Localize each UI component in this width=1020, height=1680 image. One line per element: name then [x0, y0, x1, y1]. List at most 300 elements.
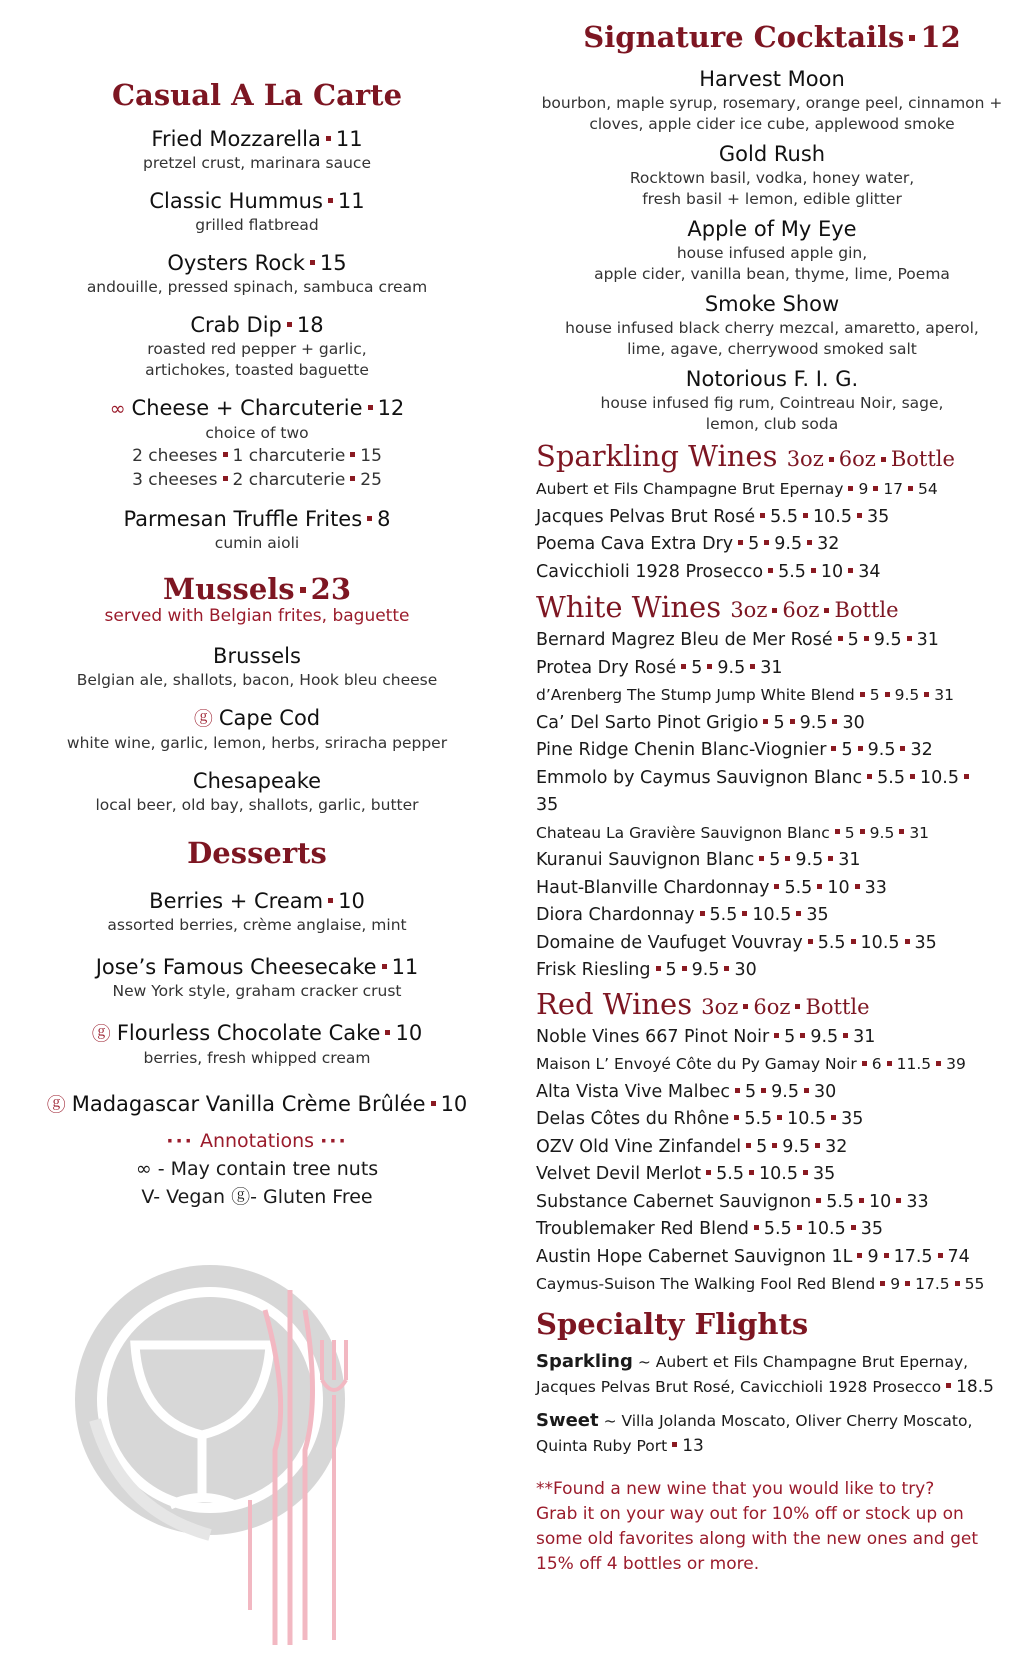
section-title: White Wines: [536, 590, 722, 624]
wine-name: Protea Dry Rosé: [536, 657, 677, 678]
item-name: Smoke Show: [704, 292, 840, 316]
dot-icon: [796, 911, 801, 916]
dot-icon: [964, 774, 969, 779]
wine-price: 5: [748, 534, 760, 554]
wine-name: Aubert et Fils Champagne Brut Epernay: [536, 480, 844, 498]
dot-icon: [831, 746, 836, 751]
item-price: 15: [319, 251, 347, 275]
wine-price: 5.5: [817, 932, 846, 953]
wine-price: 32: [817, 534, 840, 554]
item-price: 10: [440, 1092, 468, 1116]
flight-desc: ~ Aubert et Fils Champagne Brut Epernay,: [637, 1352, 969, 1371]
dot-icon: [431, 1101, 436, 1106]
dot-icon: [328, 198, 333, 203]
item-price: 11: [337, 189, 365, 213]
option-price: 25: [360, 470, 382, 490]
dot-icon: [848, 486, 853, 491]
wine-row: [536, 1106, 1008, 1134]
item-desc: berries, fresh whipped cream: [143, 1049, 371, 1067]
item-name: Berries + Cream: [149, 889, 324, 913]
wine-price: 5: [784, 1026, 796, 1047]
wine-price: 30: [814, 1081, 837, 1102]
wine-row: [536, 1079, 1008, 1107]
dot-icon: [860, 829, 865, 834]
wine-price: 5.5: [826, 1191, 855, 1212]
item-desc: assorted berries, crème anglaise, mint: [107, 916, 407, 934]
cocktails-title-text: Signature Cocktails: [583, 20, 905, 54]
wine-price: 5.5: [716, 1164, 745, 1184]
wine-name: Alta Vista Vive Malbec: [536, 1081, 731, 1102]
item-name: Gold Rush: [718, 142, 826, 166]
fries-item: [18, 506, 496, 554]
flight-price: 13: [682, 1435, 704, 1456]
wine-row: [536, 627, 1008, 655]
item-desc: artichokes, toasted baguette: [145, 361, 369, 379]
wine-price: 5.5: [744, 1109, 773, 1129]
dot-icon: [328, 898, 333, 903]
size-label: 6oz: [753, 994, 791, 1019]
dot-icon: [656, 966, 661, 971]
wine-price: 35: [812, 1164, 836, 1184]
annotation-line: ∞ - May contain tree nuts: [135, 1158, 379, 1180]
wine-row: [536, 765, 1008, 793]
flight-item: [536, 1349, 1008, 1400]
item-name: Cape Cod: [218, 706, 321, 730]
wine-row: [536, 655, 1008, 683]
wine-price: 10.5: [759, 1164, 798, 1184]
wine-price: 10: [869, 1191, 892, 1212]
wine-name: d’Arenberg The Stump Jump White Blend: [536, 686, 855, 704]
dot-icon: [829, 457, 834, 462]
dot-icon: [936, 1061, 941, 1066]
wine-price: 9.5: [795, 850, 824, 870]
dot-icon: [790, 719, 795, 724]
wine-price: 9: [867, 1246, 879, 1267]
item-desc: roasted red pepper + garlic,: [147, 340, 367, 358]
wine-price: 10.5: [920, 767, 959, 788]
wine-price: 5: [773, 712, 785, 733]
dot-icon: [682, 966, 687, 971]
dot-icon: [905, 939, 910, 944]
dot-icon: [724, 966, 729, 971]
dot-icon: [848, 568, 853, 573]
left-column: [18, 0, 496, 1211]
item-name: Chesapeake: [192, 769, 322, 793]
wine-price: 9.5: [717, 657, 746, 678]
item-desc: cloves, apple cider ice cube, applewood smoke: [589, 115, 955, 133]
casual-title: Casual A La Carte: [111, 78, 403, 112]
item-desc: Rocktown basil, vodka, honey water,: [629, 169, 915, 187]
wine-price: 32: [825, 1136, 848, 1157]
annotation-line: V- Vegan ⓖ- Gluten Free: [141, 1186, 373, 1208]
dot-icon: [807, 540, 812, 545]
dot-icon: [910, 774, 915, 779]
wine-price: 35: [860, 1219, 884, 1239]
wine-price: 5: [691, 657, 703, 678]
item-name: Madagascar Vanilla Crème Brûlée: [71, 1092, 426, 1116]
option-text: 1 charcuterie: [232, 446, 346, 466]
dot-icon: [326, 136, 331, 141]
wine-price: 5.5: [778, 561, 806, 582]
cheese-item: [18, 395, 496, 492]
wine-row: [536, 504, 1008, 532]
dot-icon: [774, 884, 779, 889]
option-text: 2 cheeses: [132, 446, 218, 466]
item-desc: bourbon, maple syrup, rosemary, orange peel, cinnamon +: [541, 94, 1003, 112]
wine-name: Kuranui Sauvignon Blanc: [536, 850, 755, 870]
wine-row: [536, 1216, 1008, 1244]
wine-name: Austin Hope Cabernet Sauvignon 1L: [536, 1246, 853, 1267]
dot-icon: [742, 911, 747, 916]
dot-icon: [681, 664, 686, 669]
item-name: Crab Dip: [190, 313, 282, 337]
size-label: 6oz: [838, 447, 876, 471]
cocktails-price: 12: [920, 20, 961, 54]
dot-icon: [887, 1061, 892, 1066]
wine-row: [536, 820, 1008, 848]
item-desc: apple cider, vanilla bean, thyme, lime, Poema: [594, 265, 950, 283]
item-name: Harvest Moon: [699, 67, 845, 91]
dot-icon: [851, 939, 856, 944]
item-desc: white wine, garlic, lemon, herbs, sriracha pepper: [66, 734, 448, 752]
item-desc: house infused black cherry mezcal, amaretto, aperol,: [565, 319, 979, 337]
wine-name: Poema Cava Extra Dry: [536, 534, 734, 554]
red-list: [536, 1024, 1008, 1299]
dot-icon: [811, 568, 816, 573]
wine-glass-logo: [60, 1250, 380, 1650]
wine-row: [536, 1271, 1008, 1299]
wine-price: 9.5: [894, 686, 920, 704]
dot-icon: [816, 1198, 821, 1203]
wine-row: [536, 531, 1008, 559]
wine-price: 17.5: [915, 1275, 950, 1293]
dot-icon: [899, 829, 904, 834]
dot-icon: [828, 856, 833, 861]
wine-price: 10.5: [860, 932, 900, 953]
wine-price: 9.5: [771, 1081, 799, 1102]
wine-name: Maison L’ Envoyé Côte du Py Gamay Noir: [536, 1055, 857, 1073]
casual-item: [18, 126, 496, 174]
dot-icon: [946, 1383, 951, 1388]
dot-icon: [310, 260, 315, 265]
dot-icon: [896, 1198, 901, 1203]
item-name: Flourless Chocolate Cake: [116, 1021, 381, 1045]
item-desc: house infused fig rum, Cointreau Noir, sage,: [600, 394, 944, 412]
wine-price: 5.5: [770, 506, 798, 527]
wine-price: 9: [890, 1275, 901, 1293]
mussels-item: [18, 705, 496, 754]
mussels-title: [18, 572, 496, 606]
dots-decor: ···: [320, 1130, 348, 1152]
wine-name: Cavicchioli 1928 Prosecco: [536, 561, 764, 582]
wine-price: 31: [916, 630, 939, 650]
wine-price: 9: [858, 480, 869, 498]
dot-icon: [862, 1061, 867, 1066]
option-price: 15: [360, 446, 382, 466]
dot-icon: [385, 1030, 390, 1035]
annotations-title: Annotations: [199, 1130, 315, 1152]
wine-price: 31: [853, 1026, 876, 1047]
dot-icon: [808, 939, 813, 944]
wine-price: 35: [866, 506, 890, 527]
dot-icon: [924, 692, 929, 697]
mussels-price: 23: [310, 572, 351, 606]
wine-price: 32: [910, 740, 933, 760]
white-list: [536, 627, 1008, 985]
discount-note: [536, 1477, 1008, 1577]
wine-name: Delas Côtes du Rhône: [536, 1109, 730, 1129]
note-line: Grab it on your way out for 10% off or stock up on: [536, 1503, 964, 1524]
wine-price: 35: [841, 1109, 864, 1129]
dot-icon: [761, 1088, 766, 1093]
cocktail-item: [536, 216, 1008, 285]
dot-icon: [350, 452, 355, 457]
dot-icon: [909, 35, 915, 41]
dot-icon: [700, 911, 705, 916]
sparkling-list: [536, 476, 1008, 586]
wine-price: 9.5: [869, 823, 895, 842]
dot-icon: [857, 513, 862, 518]
dot-icon: [832, 719, 837, 724]
wine-name: Noble Vines 667 Pinot Noir: [536, 1026, 770, 1047]
flight-name: Sparkling: [536, 1350, 633, 1372]
item-price: 8: [377, 507, 391, 531]
wine-price: 31: [838, 850, 861, 870]
item-name: Oysters Rock: [167, 251, 305, 275]
annotations: [18, 1127, 496, 1211]
item-desc: New York style, graham cracker crust: [112, 982, 402, 1000]
dessert-item: [18, 1020, 496, 1069]
flight-item: [536, 1408, 1008, 1459]
wine-price: 10.5: [806, 1219, 846, 1239]
dot-icon: [759, 856, 764, 861]
wine-price: 10.5: [813, 506, 852, 527]
option-text: 2 charcuterie: [232, 470, 346, 490]
wine-price-continued: 35: [536, 795, 559, 815]
cocktail-item: [536, 366, 1008, 435]
wine-price: 5: [745, 1081, 757, 1102]
wine-price: 10.5: [752, 905, 792, 925]
dots-decor: ···: [166, 1130, 194, 1152]
dot-icon: [785, 856, 790, 861]
item-name: Classic Hummus: [149, 189, 323, 213]
dot-icon: [223, 476, 228, 481]
wine-price: 5: [869, 686, 880, 704]
dot-icon: [774, 1033, 779, 1038]
casual-item: [18, 188, 496, 236]
dot-icon: [855, 884, 860, 889]
item-desc: lime, agave, cherrywood smoked salt: [627, 340, 917, 358]
dot-icon: [860, 692, 865, 697]
dot-icon: [851, 1225, 856, 1230]
dot-icon: [803, 513, 808, 518]
wine-price: 17.5: [893, 1246, 933, 1267]
dot-icon: [734, 1115, 739, 1120]
wine-row: [536, 1161, 1008, 1189]
dessert-item: [18, 954, 496, 1002]
wine-price: 5: [841, 740, 853, 760]
wine-name: Bernard Magrez Bleu de Mer Rosé: [536, 630, 833, 650]
wine-price: 31: [760, 657, 783, 678]
size-label: 3oz: [786, 447, 824, 471]
dot-icon: [746, 1143, 751, 1148]
dot-icon: [804, 1088, 809, 1093]
section-title: Sparkling Wines: [536, 439, 778, 473]
note-line: some old favorites along with the new ones and get: [536, 1528, 978, 1549]
item-desc: choice of two: [205, 424, 309, 442]
dot-icon: [905, 1281, 910, 1286]
wine-row: [536, 476, 1008, 504]
item-price: 12: [377, 396, 405, 420]
dot-icon: [738, 540, 743, 545]
wine-name: Velvet Devil Merlot: [536, 1164, 702, 1184]
wine-price: 10: [827, 877, 850, 898]
item-desc: grilled flatbread: [195, 216, 319, 234]
wine-row: [536, 875, 1008, 903]
section-title: Red Wines: [536, 986, 693, 1021]
wine-price: 5: [665, 960, 677, 980]
wine-price: 30: [734, 960, 757, 980]
casual-item: [18, 250, 496, 298]
dot-icon: [735, 1088, 740, 1093]
dot-icon: [350, 476, 355, 481]
dessert-item: [18, 888, 496, 936]
wine-price: 9.5: [782, 1136, 811, 1157]
dessert-item: [18, 1091, 496, 1119]
white-header: [536, 590, 1008, 627]
item-name: Brussels: [213, 644, 301, 668]
dot-icon: [843, 1033, 848, 1038]
dot-icon: [857, 1253, 862, 1258]
item-name: Cheese + Charcuterie: [131, 396, 363, 420]
mussels-title-text: Mussels: [163, 572, 295, 606]
item-desc: fresh basil + lemon, edible glitter: [642, 190, 902, 208]
wine-name: Troublemaker Red Blend: [536, 1219, 749, 1239]
wine-price: 9.5: [691, 960, 720, 980]
flight-desc: Jacques Pelvas Brut Rosé, Cavicchioli 1928 Prosecco: [536, 1377, 942, 1396]
wine-price: 35: [806, 905, 829, 925]
item-name: Fried Mozzarella: [151, 127, 321, 151]
wine-price: 54: [918, 480, 938, 498]
item-desc: andouille, pressed spinach, sambuca cream: [86, 278, 428, 296]
mussels-item: [18, 768, 496, 816]
wine-name: OZV Old Vine Zinfandel: [536, 1136, 742, 1157]
dot-icon: [884, 1253, 889, 1258]
wine-price: 5: [756, 1136, 768, 1157]
wine-name: Caymus-Suison The Walking Fool Red Blend: [536, 1275, 876, 1293]
item-price: 10: [338, 889, 365, 913]
wine-price: 5.5: [709, 905, 738, 925]
item-price: 11: [335, 127, 363, 151]
wine-price: 10: [820, 561, 844, 582]
wine-price: 5: [847, 630, 859, 650]
wine-row: [536, 559, 1008, 587]
tree-nut-icon: ∞: [109, 398, 126, 420]
item-name: Notorious F. I. G.: [685, 367, 859, 391]
wine-price: 11.5: [896, 1055, 932, 1073]
dot-icon: [768, 568, 773, 573]
wine-name: Frisk Riesling: [536, 960, 651, 980]
dot-icon: [672, 1442, 677, 1447]
wine-row: [536, 1051, 1008, 1079]
dot-icon: [760, 513, 765, 518]
dot-icon: [824, 608, 829, 613]
dot-icon: [938, 1253, 943, 1258]
dot-icon: [881, 457, 886, 462]
dot-icon: [800, 1033, 805, 1038]
mussels-item: [18, 643, 496, 691]
red-header: [536, 987, 1008, 1024]
flight-name: Sweet: [536, 1409, 599, 1431]
dot-icon: [706, 1170, 711, 1175]
wine-row: [536, 682, 1008, 710]
wine-price: 17: [883, 480, 904, 498]
note-line: **Found a new wine that you would like to try?: [536, 1478, 935, 1499]
dot-icon: [368, 405, 373, 410]
item-desc: pretzel crust, marinara sauce: [143, 154, 371, 172]
dot-icon: [707, 664, 712, 669]
wine-price: 9.5: [810, 1026, 839, 1047]
size-label: Bottle: [805, 994, 870, 1019]
dot-icon: [795, 1004, 800, 1009]
dot-icon: [772, 608, 777, 613]
wine-price: 10.5: [787, 1109, 827, 1129]
gluten-free-icon: ⓖ: [91, 1023, 111, 1045]
dot-icon: [382, 964, 387, 969]
mussels-subtitle: served with Belgian frites, baguette: [104, 606, 410, 626]
sparkling-header: [536, 439, 1008, 476]
dot-icon: [367, 516, 372, 521]
dot-icon: [873, 486, 878, 491]
wine-price: 5: [844, 823, 855, 842]
wine-price: 9.5: [873, 630, 902, 650]
gluten-free-icon: ⓖ: [193, 708, 213, 730]
dot-icon: [777, 1115, 782, 1120]
dot-icon: [867, 774, 872, 779]
dot-icon: [880, 1281, 885, 1286]
wine-price: 34: [858, 561, 881, 582]
item-price: 11: [391, 955, 419, 979]
dot-icon: [858, 746, 863, 751]
wine-name: Jacques Pelvas Brut Rosé: [536, 506, 756, 527]
wine-row: [536, 1189, 1008, 1217]
item-name: Apple of My Eye: [687, 217, 857, 241]
wine-row: [536, 902, 1008, 930]
dot-icon: [749, 1170, 754, 1175]
wine-row: [536, 737, 1008, 765]
wine-name: Pine Ridge Chenin Blanc-Viognier: [536, 740, 827, 760]
cocktails-title: [536, 20, 1008, 54]
cocktail-item: [536, 141, 1008, 210]
wine-price: 9.5: [867, 740, 896, 760]
item-name: Parmesan Truffle Frites: [123, 507, 363, 531]
wine-price: 35: [914, 932, 937, 953]
casual-item: [18, 312, 496, 381]
dot-icon: [817, 884, 822, 889]
wine-row: [536, 710, 1008, 738]
wine-price: 5: [769, 850, 781, 870]
size-label: 3oz: [730, 598, 768, 622]
wine-price: 9.5: [799, 712, 828, 733]
gluten-free-icon: ⓖ: [46, 1094, 66, 1116]
dot-icon: [815, 1143, 820, 1148]
wine-price: 5.5: [784, 877, 813, 898]
wine-price: 31: [934, 686, 955, 704]
item-name: Jose’s Famous Cheesecake: [95, 955, 377, 979]
size-label: Bottle: [834, 598, 899, 622]
dot-icon: [772, 1143, 777, 1148]
item-desc: lemon, club soda: [705, 415, 839, 433]
